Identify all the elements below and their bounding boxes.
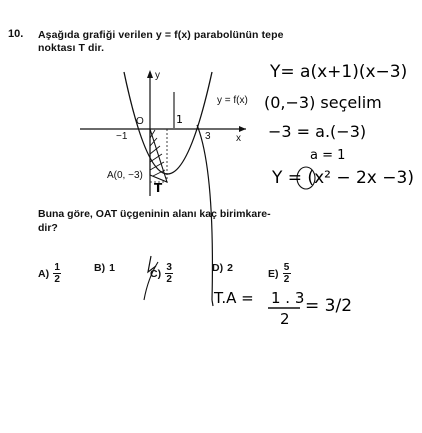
origin-label: O: [136, 116, 144, 127]
ask-text-line-1: Buna göre, OAT üçgeninin alanı kaç birimkare-: [38, 208, 271, 220]
option-e-letter: E): [268, 267, 279, 280]
hw-line-4: a = 1: [310, 148, 346, 163]
ask-text-line-2: dir?: [38, 222, 58, 234]
triangle-oat: [150, 129, 167, 182]
option-d-value: 2: [227, 262, 233, 274]
hw-one-label: 1: [176, 113, 183, 126]
three-label: 3: [205, 131, 211, 142]
question-number: 10.: [8, 28, 24, 40]
y-axis-arrow: [147, 70, 153, 78]
option-b-value: 1: [109, 262, 115, 274]
option-d-letter: D): [212, 262, 224, 274]
hw-area-numerator: 1 . 3: [271, 289, 305, 307]
option-c-letter: C): [150, 267, 162, 280]
hw-line-3: −3 = a.(−3): [268, 122, 367, 141]
option-a[interactable]: [38, 262, 61, 285]
minus-one-label: −1: [116, 131, 128, 142]
hw-area-denominator: 2: [280, 310, 290, 328]
curve-label: y = f(x): [217, 95, 248, 106]
option-a-letter: A): [38, 267, 50, 280]
point-a-label: A(0, −3): [107, 170, 143, 181]
hw-vertex-label: T: [154, 181, 163, 195]
option-b-letter: B): [94, 262, 106, 274]
option-e-fraction: $\frac{5}{2}$: [283, 262, 290, 285]
hw-line-1: Y= a(x+1)(x−3): [270, 62, 408, 82]
option-e[interactable]: [268, 262, 291, 285]
question-text-line-2: noktası T dir.: [38, 42, 105, 54]
option-a-fraction: $\frac{1}{2}$: [54, 262, 60, 285]
hw-line-5: Y = (x² − 2x −3): [272, 168, 414, 188]
x-axis-label: x: [236, 133, 241, 144]
y-axis-label: y: [155, 70, 160, 81]
hw-line-2: (0,−3) seçelim: [264, 93, 382, 112]
hw-area-result: = 3/2: [305, 296, 353, 316]
option-d[interactable]: [212, 262, 233, 274]
option-b[interactable]: [94, 262, 115, 274]
hw-area-label: T.A =: [214, 289, 254, 307]
option-c[interactable]: [150, 262, 173, 285]
x-axis-arrow: [239, 126, 246, 132]
question-text-line-1: Aşağıda grafiği verilen y = f(x) parabolünün tepe: [38, 29, 284, 41]
option-c-fraction: $\frac{3}{2}$: [166, 262, 172, 285]
